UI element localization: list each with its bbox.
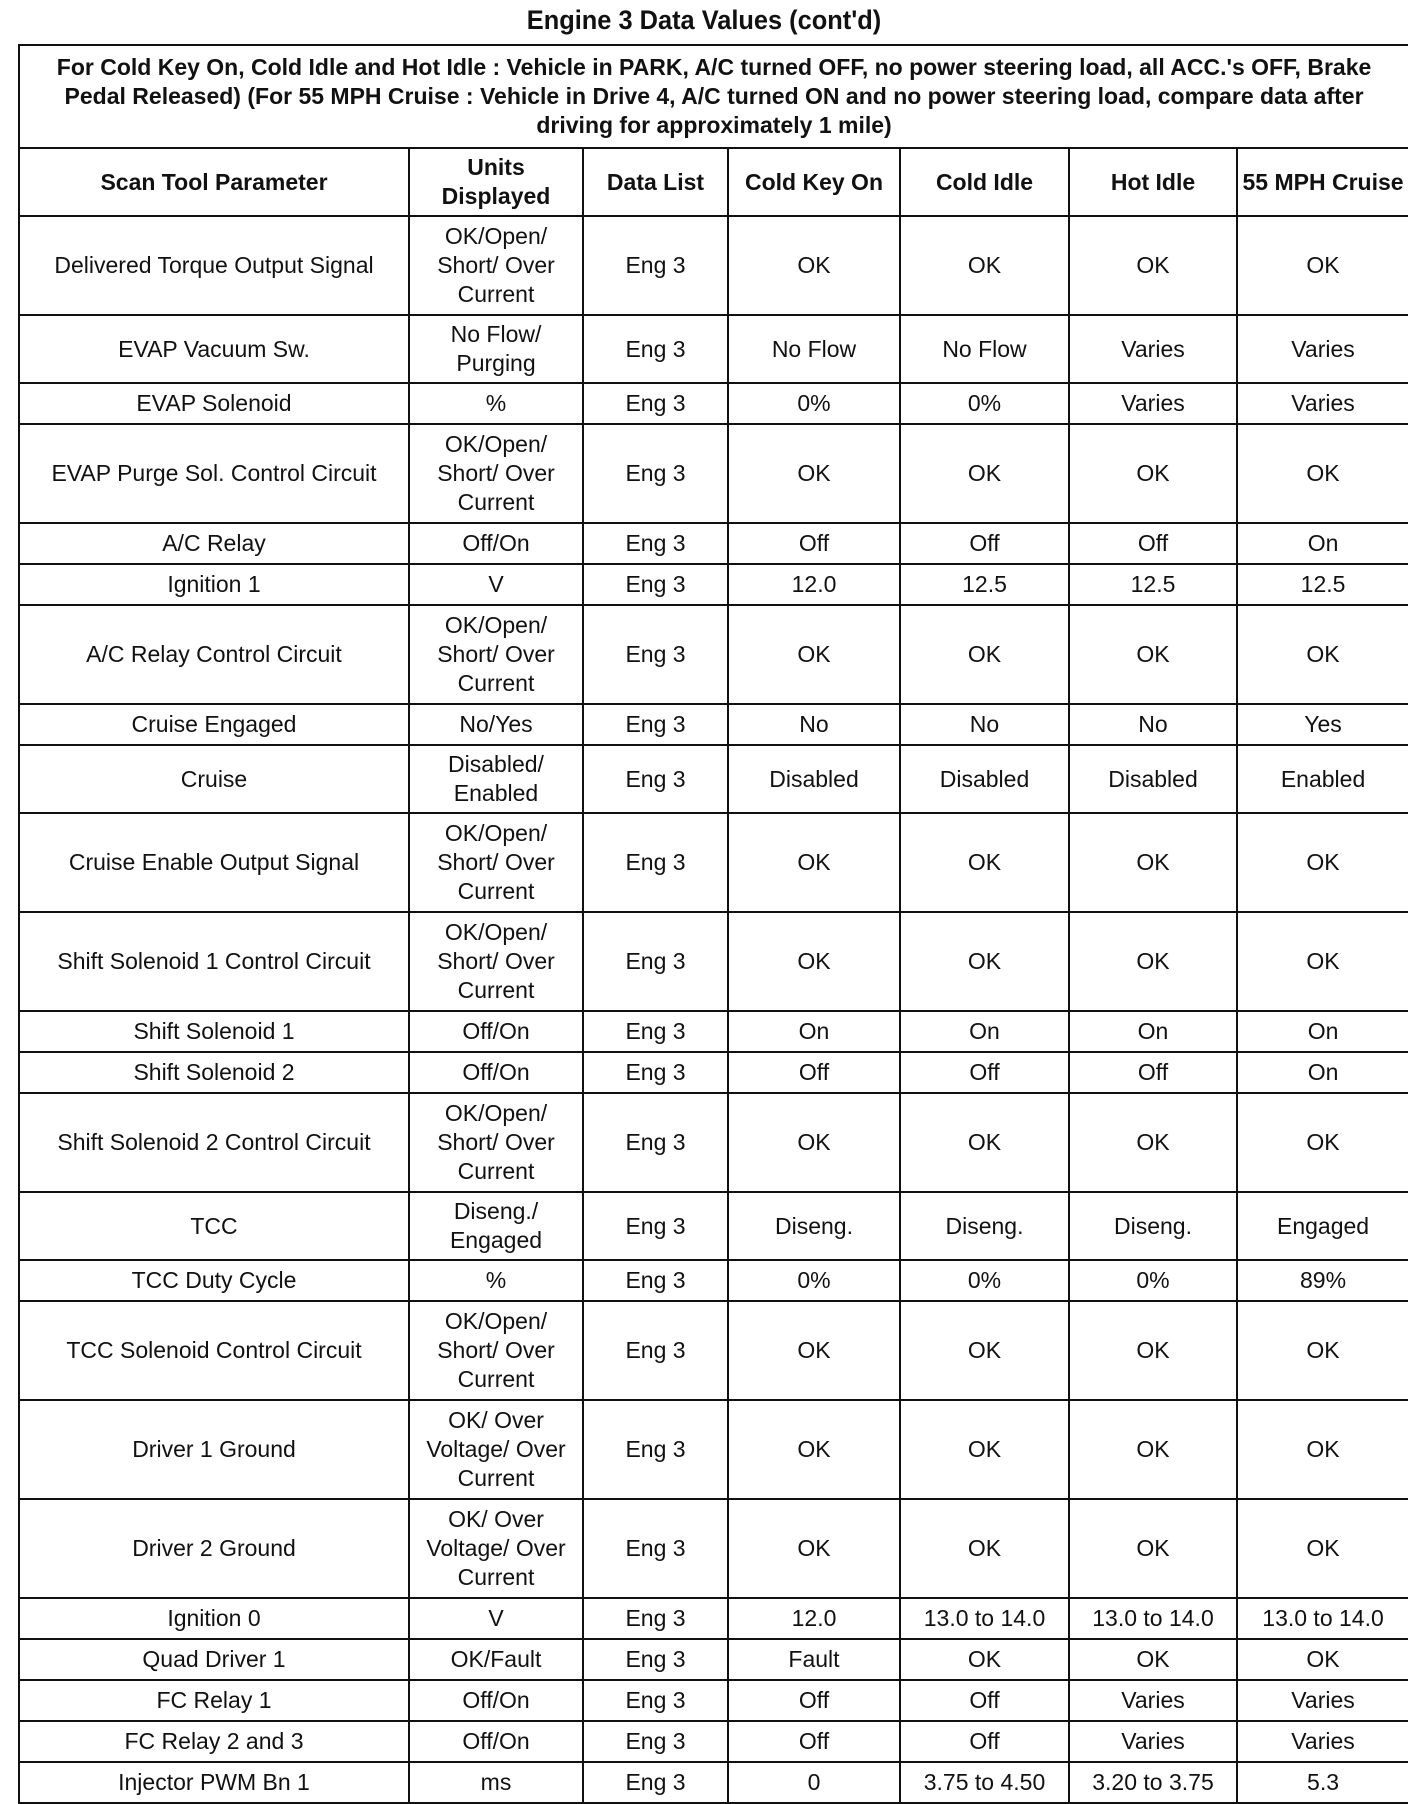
cold-idle-cell: 3.75 to 4.50 (900, 1762, 1069, 1803)
hot-idle-cell: 0% (1069, 1260, 1237, 1301)
units-cell: No Flow/ Purging (409, 315, 583, 383)
table-row (19, 1052, 1408, 1093)
cruise-55mph-cell: On (1237, 1011, 1408, 1052)
hot-idle-cell: OK (1069, 605, 1237, 704)
data-list-cell: Eng 3 (583, 424, 728, 523)
cold-idle-cell: OK (900, 1639, 1069, 1680)
cold-key-on-cell: OK (728, 1499, 900, 1598)
cold-idle-cell: OK (900, 1400, 1069, 1499)
cruise-55mph-cell: Engaged (1237, 1192, 1408, 1260)
table-row (19, 1301, 1408, 1400)
parameter-cell: Ignition 0 (19, 1598, 409, 1639)
units-cell: V (409, 1598, 583, 1639)
header-row (19, 148, 1408, 216)
parameter-cell: Cruise Enable Output Signal (19, 813, 409, 912)
data-list-cell: Eng 3 (583, 1762, 728, 1803)
cold-idle-cell: 0% (900, 1260, 1069, 1301)
cruise-55mph-cell: OK (1237, 605, 1408, 704)
cold-idle-cell: OK (900, 1093, 1069, 1192)
units-cell: ms (409, 1762, 583, 1803)
cold-key-on-cell: OK (728, 605, 900, 704)
hot-idle-cell: On (1069, 1011, 1237, 1052)
parameter-cell: Cruise (19, 745, 409, 813)
column-header: Hot Idle (1069, 148, 1237, 216)
parameter-cell: EVAP Solenoid (19, 383, 409, 424)
data-list-cell: Eng 3 (583, 1301, 728, 1400)
units-cell: Disabled/ Enabled (409, 745, 583, 813)
cold-idle-cell: OK (900, 424, 1069, 523)
cold-key-on-cell: Off (728, 1721, 900, 1762)
hot-idle-cell: 3.20 to 3.75 (1069, 1762, 1237, 1803)
table-row (19, 216, 1408, 315)
parameter-cell: Driver 2 Ground (19, 1499, 409, 1598)
cruise-55mph-cell: Varies (1237, 383, 1408, 424)
cold-key-on-cell: 0% (728, 1260, 900, 1301)
cruise-55mph-cell: On (1237, 1052, 1408, 1093)
data-list-cell: Eng 3 (583, 1052, 728, 1093)
data-list-cell: Eng 3 (583, 1400, 728, 1499)
table-row (19, 315, 1408, 383)
table-row (19, 1680, 1408, 1721)
cruise-55mph-cell: OK (1237, 424, 1408, 523)
parameter-cell: Driver 1 Ground (19, 1400, 409, 1499)
data-list-cell: Eng 3 (583, 605, 728, 704)
cold-key-on-cell: 0 (728, 1762, 900, 1803)
table-row (19, 1011, 1408, 1052)
data-list-cell: Eng 3 (583, 912, 728, 1011)
units-cell: % (409, 1260, 583, 1301)
data-list-cell: Eng 3 (583, 1093, 728, 1192)
hot-idle-cell: OK (1069, 424, 1237, 523)
units-cell: Off/On (409, 1011, 583, 1052)
parameter-cell: Shift Solenoid 2 Control Circuit (19, 1093, 409, 1192)
table-row (19, 424, 1408, 523)
data-list-cell: Eng 3 (583, 315, 728, 383)
table-row (19, 523, 1408, 564)
cold-key-on-cell: Off (728, 1680, 900, 1721)
conditions-note-row (19, 45, 1408, 148)
cruise-55mph-cell: Yes (1237, 704, 1408, 745)
hot-idle-cell: OK (1069, 912, 1237, 1011)
units-cell: Off/On (409, 1680, 583, 1721)
parameter-cell: Delivered Torque Output Signal (19, 216, 409, 315)
hot-idle-cell: OK (1069, 1499, 1237, 1598)
cold-key-on-cell: On (728, 1011, 900, 1052)
table-row (19, 912, 1408, 1011)
cruise-55mph-cell: 5.3 (1237, 1762, 1408, 1803)
data-list-cell: Eng 3 (583, 1192, 728, 1260)
cold-idle-cell: Off (900, 1721, 1069, 1762)
data-list-cell: Eng 3 (583, 523, 728, 564)
data-list-cell: Eng 3 (583, 1680, 728, 1721)
cold-key-on-cell: Fault (728, 1639, 900, 1680)
table-row (19, 1721, 1408, 1762)
units-cell: OK/Open/ Short/ Over Current (409, 912, 583, 1011)
cold-idle-cell: OK (900, 216, 1069, 315)
table-row (19, 745, 1408, 813)
cruise-55mph-cell: Enabled (1237, 745, 1408, 813)
data-list-cell: Eng 3 (583, 745, 728, 813)
cold-idle-cell: Off (900, 1680, 1069, 1721)
conditions-note: For Cold Key On, Cold Idle and Hot Idle : Vehicle in PARK, A/C turned OFF, no power steering load, all ACC.'s OFF, Brake Pedal Released) (For 55 MPH Cruise : Vehicle in Drive 4, A/C turned ON and no power steering load, compare data after driving for approximately 1 mile) (19, 45, 1408, 148)
units-cell: Off/On (409, 1052, 583, 1093)
hot-idle-cell: OK (1069, 1400, 1237, 1499)
units-cell: OK/Fault (409, 1639, 583, 1680)
parameter-cell: EVAP Vacuum Sw. (19, 315, 409, 383)
table-row (19, 1598, 1408, 1639)
data-values-table (18, 44, 1408, 1804)
units-cell: OK/Open/ Short/ Over Current (409, 1093, 583, 1192)
cruise-55mph-cell: 13.0 to 14.0 (1237, 1598, 1408, 1639)
hot-idle-cell: Disabled (1069, 745, 1237, 813)
table-row (19, 564, 1408, 605)
cold-idle-cell: Off (900, 1052, 1069, 1093)
cold-idle-cell: Diseng. (900, 1192, 1069, 1260)
hot-idle-cell: OK (1069, 1639, 1237, 1680)
cruise-55mph-cell: On (1237, 523, 1408, 564)
parameter-cell: Shift Solenoid 1 Control Circuit (19, 912, 409, 1011)
cold-key-on-cell: OK (728, 424, 900, 523)
data-list-cell: Eng 3 (583, 1499, 728, 1598)
cruise-55mph-cell: OK (1237, 1499, 1408, 1598)
cold-key-on-cell: OK (728, 1400, 900, 1499)
data-list-cell: Eng 3 (583, 1011, 728, 1052)
units-cell: Off/On (409, 1721, 583, 1762)
table-row (19, 1093, 1408, 1192)
parameter-cell: Ignition 1 (19, 564, 409, 605)
units-cell: OK/Open/ Short/ Over Current (409, 813, 583, 912)
parameter-cell: Quad Driver 1 (19, 1639, 409, 1680)
units-cell: OK/ Over Voltage/ Over Current (409, 1400, 583, 1499)
cold-key-on-cell: 12.0 (728, 1598, 900, 1639)
cold-idle-cell: 12.5 (900, 564, 1069, 605)
cold-idle-cell: OK (900, 912, 1069, 1011)
column-header: Cold Key On (728, 148, 900, 216)
units-cell: OK/Open/ Short/ Over Current (409, 424, 583, 523)
parameter-cell: A/C Relay (19, 523, 409, 564)
cruise-55mph-cell: 89% (1237, 1260, 1408, 1301)
parameter-cell: A/C Relay Control Circuit (19, 605, 409, 704)
cold-key-on-cell: No (728, 704, 900, 745)
parameter-cell: Injector PWM Bn 1 (19, 1762, 409, 1803)
hot-idle-cell: Off (1069, 523, 1237, 564)
hot-idle-cell: 13.0 to 14.0 (1069, 1598, 1237, 1639)
units-cell: Diseng./ Engaged (409, 1192, 583, 1260)
cold-key-on-cell: No Flow (728, 315, 900, 383)
cruise-55mph-cell: OK (1237, 216, 1408, 315)
cold-idle-cell: No (900, 704, 1069, 745)
hot-idle-cell: Off (1069, 1052, 1237, 1093)
table-row (19, 1192, 1408, 1260)
units-cell: Off/On (409, 523, 583, 564)
cold-key-on-cell: Disabled (728, 745, 900, 813)
cold-idle-cell: Off (900, 523, 1069, 564)
units-cell: OK/Open/ Short/ Over Current (409, 216, 583, 315)
cold-key-on-cell: Off (728, 1052, 900, 1093)
table-row (19, 383, 1408, 424)
data-list-cell: Eng 3 (583, 1639, 728, 1680)
cold-key-on-cell: Off (728, 523, 900, 564)
column-header: Scan Tool Parameter (19, 148, 409, 216)
cold-idle-cell: OK (900, 605, 1069, 704)
hot-idle-cell: 12.5 (1069, 564, 1237, 605)
hot-idle-cell: OK (1069, 813, 1237, 912)
parameter-cell: EVAP Purge Sol. Control Circuit (19, 424, 409, 523)
cruise-55mph-cell: OK (1237, 1301, 1408, 1400)
table-row (19, 1639, 1408, 1680)
cruise-55mph-cell: OK (1237, 1400, 1408, 1499)
cruise-55mph-cell: OK (1237, 1093, 1408, 1192)
parameter-cell: TCC (19, 1192, 409, 1260)
table-row (19, 1400, 1408, 1499)
data-list-cell: Eng 3 (583, 564, 728, 605)
cold-key-on-cell: 0% (728, 383, 900, 424)
cruise-55mph-cell: Varies (1237, 315, 1408, 383)
hot-idle-cell: Varies (1069, 383, 1237, 424)
parameter-cell: Shift Solenoid 2 (19, 1052, 409, 1093)
cruise-55mph-cell: OK (1237, 813, 1408, 912)
cold-idle-cell: OK (900, 813, 1069, 912)
cold-idle-cell: 0% (900, 383, 1069, 424)
cold-idle-cell: 13.0 to 14.0 (900, 1598, 1069, 1639)
data-list-cell: Eng 3 (583, 704, 728, 745)
table-row (19, 1499, 1408, 1598)
data-list-cell: Eng 3 (583, 1260, 728, 1301)
table-row (19, 1762, 1408, 1803)
hot-idle-cell: Varies (1069, 315, 1237, 383)
column-header: Data List (583, 148, 728, 216)
hot-idle-cell: OK (1069, 1301, 1237, 1400)
column-header: Units Displayed (409, 148, 583, 216)
page-title: Engine 3 Data Values (cont'd) (526, 5, 882, 35)
parameter-cell: FC Relay 2 and 3 (19, 1721, 409, 1762)
cold-key-on-cell: OK (728, 813, 900, 912)
hot-idle-cell: OK (1069, 216, 1237, 315)
parameter-cell: Shift Solenoid 1 (19, 1011, 409, 1052)
cruise-55mph-cell: Varies (1237, 1721, 1408, 1762)
hot-idle-cell: Diseng. (1069, 1192, 1237, 1260)
hot-idle-cell: No (1069, 704, 1237, 745)
hot-idle-cell: Varies (1069, 1721, 1237, 1762)
cold-key-on-cell: OK (728, 216, 900, 315)
units-cell: No/Yes (409, 704, 583, 745)
data-list-cell: Eng 3 (583, 383, 728, 424)
units-cell: OK/ Over Voltage/ Over Current (409, 1499, 583, 1598)
hot-idle-cell: OK (1069, 1093, 1237, 1192)
cruise-55mph-cell: Varies (1237, 1680, 1408, 1721)
units-cell: OK/Open/ Short/ Over Current (409, 1301, 583, 1400)
cold-idle-cell: OK (900, 1499, 1069, 1598)
cold-key-on-cell: Diseng. (728, 1192, 900, 1260)
units-cell: OK/Open/ Short/ Over Current (409, 605, 583, 704)
cold-key-on-cell: 12.0 (728, 564, 900, 605)
data-list-cell: Eng 3 (583, 216, 728, 315)
cruise-55mph-cell: 12.5 (1237, 564, 1408, 605)
parameter-cell: TCC Duty Cycle (19, 1260, 409, 1301)
parameter-cell: FC Relay 1 (19, 1680, 409, 1721)
cold-idle-cell: Disabled (900, 745, 1069, 813)
data-list-cell: Eng 3 (583, 1598, 728, 1639)
table-row (19, 1260, 1408, 1301)
table-row (19, 813, 1408, 912)
cold-key-on-cell: OK (728, 1093, 900, 1192)
data-list-cell: Eng 3 (583, 813, 728, 912)
cruise-55mph-cell: OK (1237, 1639, 1408, 1680)
cold-idle-cell: OK (900, 1301, 1069, 1400)
parameter-cell: TCC Solenoid Control Circuit (19, 1301, 409, 1400)
cold-key-on-cell: OK (728, 912, 900, 1011)
data-list-cell: Eng 3 (583, 1721, 728, 1762)
units-cell: V (409, 564, 583, 605)
hot-idle-cell: Varies (1069, 1680, 1237, 1721)
column-header: 55 MPH Cruise (1237, 148, 1408, 216)
parameter-cell: Cruise Engaged (19, 704, 409, 745)
column-header: Cold Idle (900, 148, 1069, 216)
cruise-55mph-cell: OK (1237, 912, 1408, 1011)
cold-key-on-cell: OK (728, 1301, 900, 1400)
table-row (19, 605, 1408, 704)
cold-idle-cell: On (900, 1011, 1069, 1052)
table-row (19, 704, 1408, 745)
cold-idle-cell: No Flow (900, 315, 1069, 383)
units-cell: % (409, 383, 583, 424)
